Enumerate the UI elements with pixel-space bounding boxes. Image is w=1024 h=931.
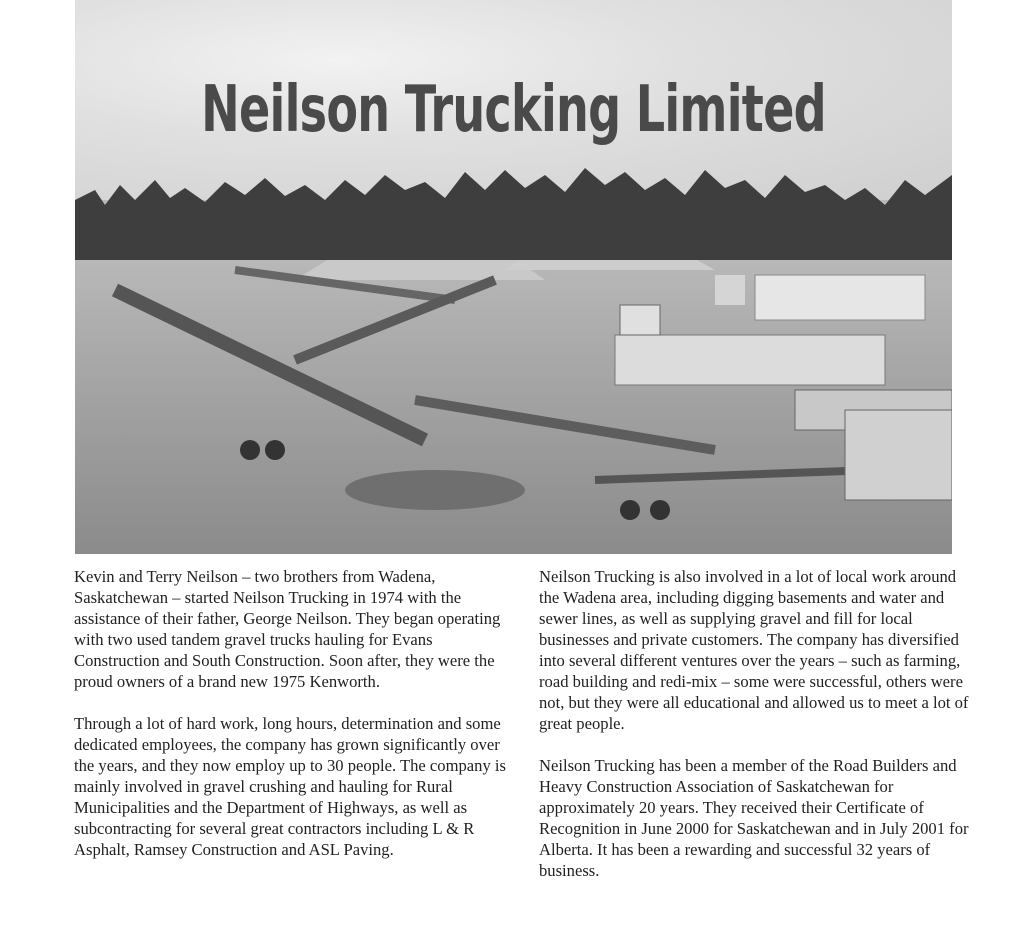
- paragraph: Neilson Trucking has been a member of the Road Builders and Heavy Construction Association of Saskatchewan for approximately 20 years. They received their Certificate of Recognition in June 2000 for Saskatchewan and in July 2001 for Alberta. It has been a rewarding and successful 32 years of business.: [539, 756, 969, 880]
- right-column: [539, 566, 979, 902]
- crushing-plant-illustration: [75, 260, 952, 554]
- gravel-pit: [75, 260, 952, 554]
- paragraph: Neilson Trucking is also involved in a lot of local work around the Wadena area, including digging basements and water and sewer lines, as well as supplying gravel and fill for local businesses and private customers. The company has diversified into several different ventures over the years – such as farming, road building and redi-mix – some were successful, others were not, but they were all educational and allowed us to meet a lot of great people.: [539, 567, 969, 733]
- header-photo: [75, 0, 952, 554]
- page-title: Neilson Trucking Limited: [201, 73, 826, 147]
- paragraph: Kevin and Terry Neilson – two brothers from Wadena, Saskatchewan – started Neilson Trucking in 1974 with the assistance of their father, George Neilson. They began operating with two used tandem gravel trucks hauling for Evans Construction and South Construction. Soon after, they were the proud owners of a brand new 1975 Kenworth.: [74, 567, 501, 691]
- left-column: [74, 566, 514, 881]
- paragraph: Through a lot of hard work, long hours, determination and some dedicated employees, the company has grown significantly over the years, and they now employ up to 30 people. The company is mainly involved in gravel crushing and hauling for Rural Municipalities and the Department of Highways, as well as subcontracting for several great contractors including L & R Asphalt, Ramsey Construction and ASL Paving.: [74, 714, 506, 859]
- tree-line: [75, 160, 952, 270]
